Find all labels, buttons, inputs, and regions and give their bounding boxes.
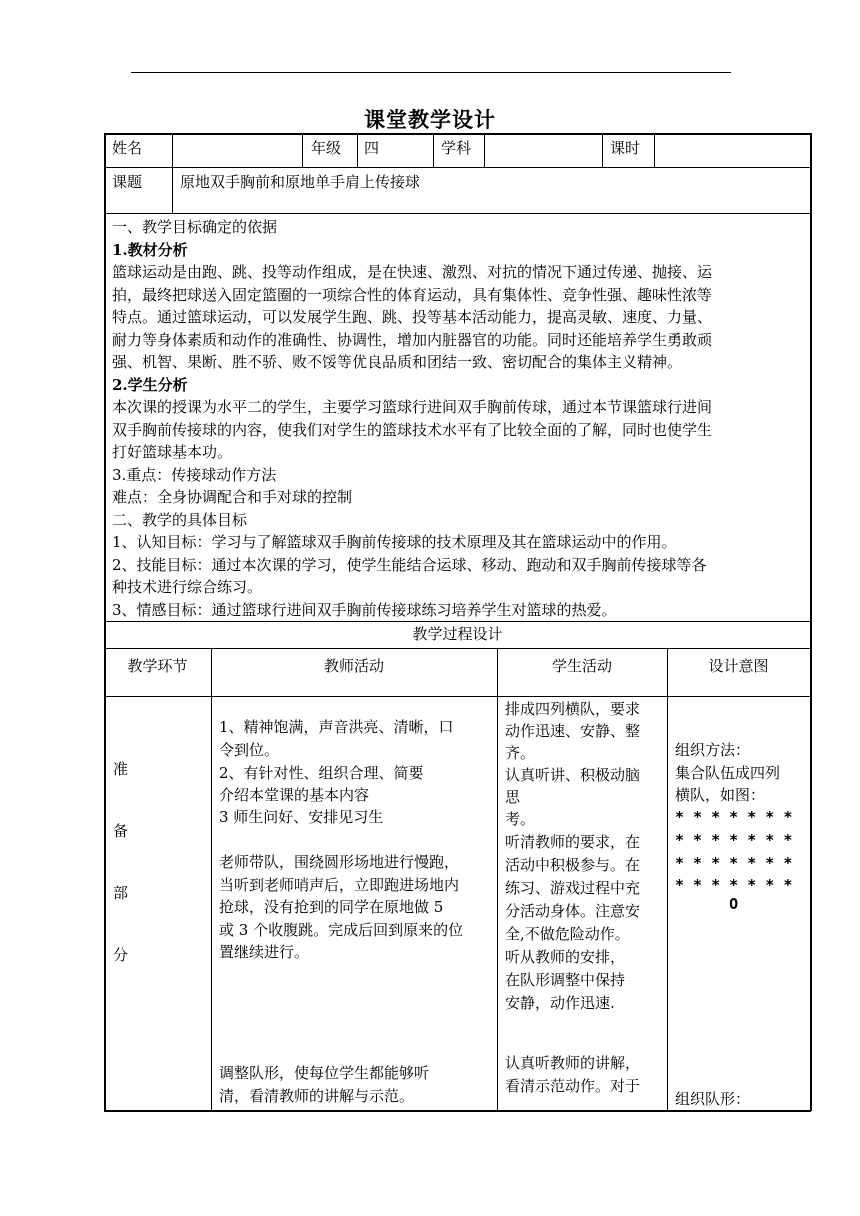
objectives-line: 1、认知目标：学习与了解篮球双手胸前传接球的技术原理及其在篮球运动中的作用。 <box>112 533 677 551</box>
objectives-line: 耐力等身体素质和动作的准确性、协调性，增加内脏器官的功能。同时还能培养学生勇敢顽 <box>112 330 713 349</box>
teacher-line: 清，看清教师的讲解与示范。 <box>219 1087 415 1105</box>
stage-char: 准 <box>113 760 129 778</box>
objectives-line: 双手胸前传接球的内容，使我们对学生的篮球技术水平有了比较全面的了解，同时也使学生 <box>112 420 713 439</box>
formation-row: * * * * * * * <box>675 831 793 849</box>
objectives-heading-2: 二、教学的具体目标 <box>112 510 248 529</box>
process-heading: 教学过程设计 <box>412 625 503 643</box>
teacher-line: 调整队形，使每位学生都能够听 <box>219 1064 430 1082</box>
objectives-heading-1: 一、教学目标确定的依据 <box>112 218 278 236</box>
student-line: 练习、游戏过程中充 <box>505 879 641 897</box>
stage-char: 部 <box>113 884 129 902</box>
student-line: 听从教师的安排， <box>505 948 626 966</box>
intent-line: 横队，如图： <box>675 786 766 804</box>
teacher-marker: O <box>675 895 739 913</box>
student-line: 活动中积极参与。在 <box>505 856 641 874</box>
period-label: 课时 <box>610 139 641 157</box>
col-header-student: 学生活动 <box>551 657 612 675</box>
student-line: 考。 <box>505 810 536 828</box>
header-rule <box>131 72 731 73</box>
teacher-line: 置继续进行。 <box>219 943 310 961</box>
teacher-line: 老师带队，围绕圆形场地进行慢跑， <box>219 853 460 871</box>
student-line: 听清教师的要求，在 <box>505 833 641 851</box>
teacher-line: 2、有针对性、组织合理、简要 <box>219 764 424 782</box>
col-header-intent: 设计意图 <box>708 657 769 675</box>
topic-label: 课题 <box>112 173 143 191</box>
objectives-line: 难点：全身协调配合和手对球的控制 <box>112 488 353 506</box>
teacher-line: 抢球，没有抢到的同学在原地做 5 <box>219 898 444 916</box>
student-line: 认真听讲、积极动脑 <box>505 766 641 784</box>
student-line: 齐。 <box>505 744 536 762</box>
formation-row: * * * * * * * <box>675 854 793 872</box>
formation-row: * * * * * * * <box>675 808 793 826</box>
student-line: 认真听教师的讲解， <box>505 1054 641 1072</box>
objectives-line: 3、情感目标：通过篮球行进间双手胸前传接球练习培养学生对篮球的热爱。 <box>112 600 617 619</box>
objectives-line: 本次课的授课为水平二的学生，主要学习篮球行进间双手胸前传球，通过本节课篮球行进间 <box>112 398 713 416</box>
grade-value: 四 <box>364 139 380 157</box>
objectives-line: 种技术进行综合练习。 <box>112 578 263 596</box>
formation-row: * * * * * * * <box>675 876 793 894</box>
student-line: 排成四列横队，要求 <box>505 700 641 718</box>
objectives-subheading: 1.教材分析 <box>112 240 188 259</box>
objectives-line: 篮球运动是由跑、跳、投等动作组成，是在快速、激烈、对抗的情况下通过传递、抛接、运 <box>112 263 713 281</box>
stage-char: 备 <box>113 822 129 840</box>
subject-label: 学科 <box>441 139 472 157</box>
student-line: 分活动身体。注意安 <box>505 902 641 920</box>
intent-line: 组织方法： <box>675 741 751 759</box>
teacher-line: 介绍本堂课的基本内容 <box>219 786 370 804</box>
page-title: 课堂教学设计 <box>364 107 496 132</box>
intent-footer: 组织队形： <box>675 1090 751 1108</box>
teacher-line: 或 3 个收腹跳。完成后回到原来的位 <box>219 921 464 939</box>
objectives-line: 打好篮球基本功。 <box>112 443 233 461</box>
student-line: 在队形调整中保持 <box>505 971 626 989</box>
student-line: 思 <box>505 788 521 806</box>
name-label: 姓名 <box>112 139 143 157</box>
student-line: 看清示范动作。对于 <box>505 1077 641 1095</box>
objectives-line: 2、技能目标：通过本次课的学习，使学生能结合运球、移动、跑动和双手胸前传接球等各 <box>112 555 707 574</box>
teacher-line: 当听到老师哨声后，立即跑进场地内 <box>219 876 460 894</box>
grade-label: 年级 <box>311 139 342 157</box>
col-header-teacher: 教师活动 <box>323 657 384 675</box>
objectives-line: 强、机智、果断、胜不骄、败不馁等优良品质和团结一致、密切配合的集体主义精神。 <box>112 353 683 371</box>
student-line: 安静，动作迅速. <box>505 994 615 1012</box>
teacher-line: 令到位。 <box>219 741 280 759</box>
intent-line: 集合队伍成四列 <box>675 764 781 782</box>
objectives-subheading: 2.学生分析 <box>112 375 188 394</box>
objectives-line: 3.重点：传接球动作方法 <box>112 465 277 484</box>
objectives-line: 特点。通过篮球运动，可以发展学生跑、跳、投等基本活动能力，提高灵敏、速度、力量、 <box>112 308 713 326</box>
student-line: 动作迅速、安静、整 <box>505 722 641 740</box>
student-line: 全,不做危险动作。 <box>505 925 630 943</box>
topic-value: 原地双手胸前和原地单手肩上传接球 <box>180 173 421 191</box>
stage-char: 分 <box>113 946 129 964</box>
teacher-line: 3 师生问好、安排见习生 <box>219 808 384 826</box>
teacher-line: 1、精神饱满，声音洪亮、清晰，口 <box>219 718 454 736</box>
col-header-stage: 教学环节 <box>127 657 188 675</box>
objectives-line: 拍，最终把球送入固定篮圈的一项综合性的体育运动，具有集体性、竞争性强、趣味性浓等 <box>112 285 713 304</box>
